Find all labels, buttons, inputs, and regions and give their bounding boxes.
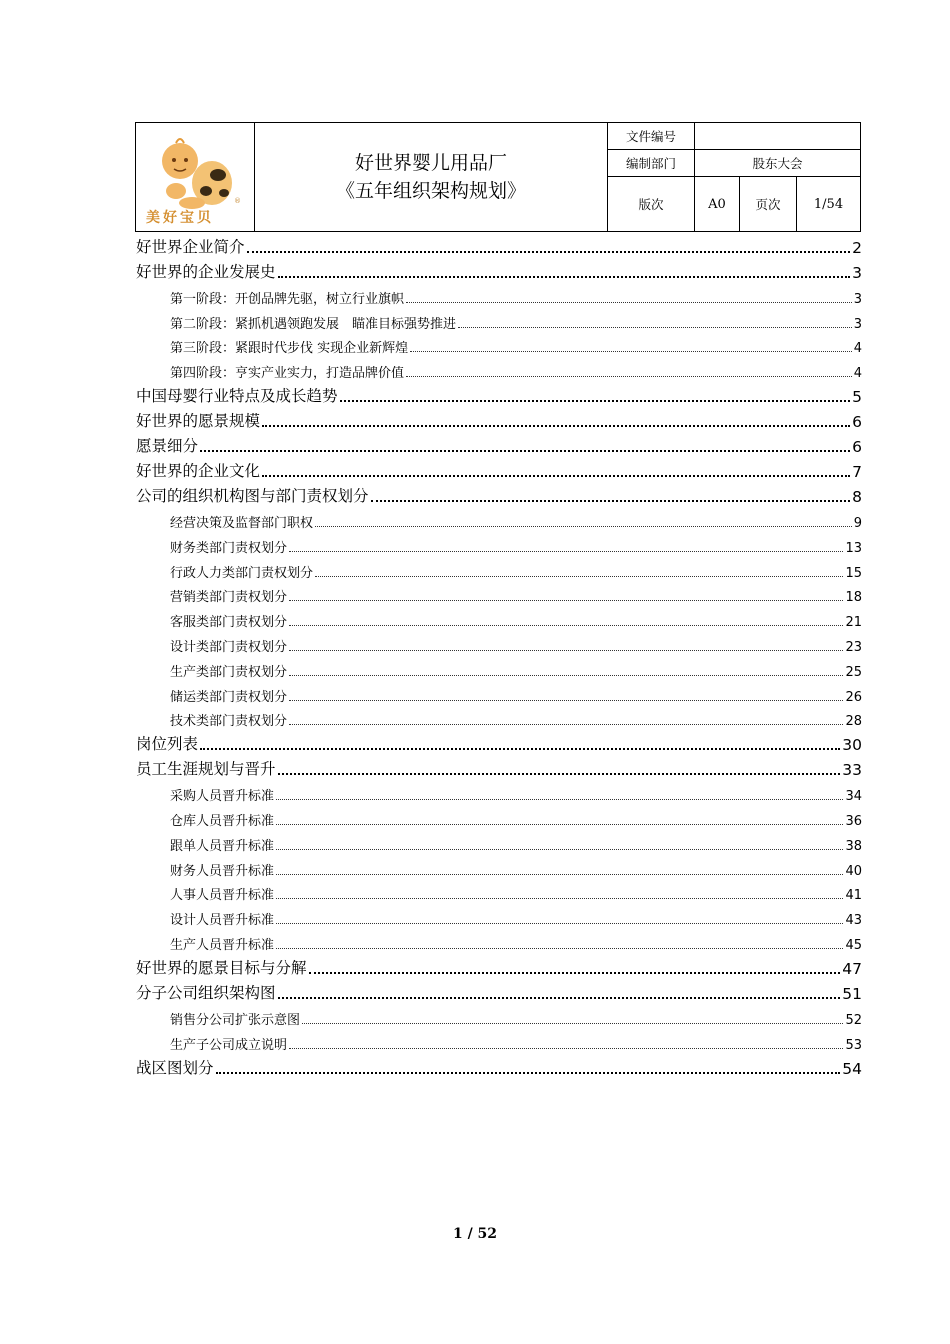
toc-entry-page: 7 — [852, 463, 862, 482]
toc-dot-leader — [278, 997, 841, 999]
toc-entry[interactable] — [136, 1006, 862, 1031]
toc-entry-page: 5 — [852, 388, 862, 407]
toc-dot-leader — [458, 327, 852, 328]
toc-entry-page: 15 — [845, 565, 862, 581]
toc-entry-title: 设计类部门责权划分 — [170, 639, 288, 655]
toc-entry-title: 营销类部门责权划分 — [170, 590, 288, 606]
file-number-value — [695, 123, 860, 149]
toc-dot-leader — [276, 874, 843, 875]
toc-entry[interactable] — [136, 683, 862, 708]
toc-entry[interactable] — [136, 584, 862, 609]
toc-dot-leader — [262, 475, 850, 477]
file-number-label: 文件编号 — [608, 123, 695, 149]
toc-entry-title: 分子公司组织架构图 — [136, 983, 276, 1002]
toc-entry-page: 38 — [845, 838, 862, 854]
toc-entry-title: 公司的组织机构图与部门责权划分 — [136, 487, 369, 506]
toc-entry-title: 生产类部门责权划分 — [170, 664, 288, 680]
toc-entry[interactable] — [136, 633, 862, 658]
toc-dot-leader — [289, 700, 843, 701]
toc-entry[interactable] — [136, 857, 862, 882]
toc-entry-title: 员工生涯规划与晋升 — [136, 760, 276, 779]
toc-entry-title: 好世界的愿景规模 — [136, 412, 261, 431]
toc-entry-title: 战区图划分 — [136, 1058, 214, 1077]
department-row — [608, 150, 860, 177]
toc-entry-title: 岗位列表 — [136, 735, 199, 754]
toc-entry-title: 设计人员晋升标准 — [170, 913, 275, 929]
document-title — [255, 123, 608, 231]
toc-entry-page: 54 — [842, 1059, 862, 1078]
toc-entry[interactable] — [136, 285, 862, 310]
toc-entry[interactable] — [136, 807, 862, 832]
toc-entry-title: 仓库人员晋升标准 — [170, 813, 275, 829]
toc-entry-page: 3 — [853, 291, 862, 307]
toc-entry[interactable] — [136, 782, 862, 807]
toc-dot-leader — [315, 526, 852, 527]
toc-entry-page: 3 — [853, 316, 862, 332]
toc-entry[interactable] — [136, 434, 862, 459]
toc-entry[interactable] — [136, 708, 862, 733]
toc-entry-page: 30 — [842, 736, 862, 755]
toc-entry-page: 6 — [852, 438, 862, 457]
company-logo — [136, 123, 255, 231]
toc-entry-page: 26 — [845, 689, 862, 705]
toc-entry-page: 8 — [852, 488, 862, 507]
page-value: 1/54 — [813, 196, 844, 212]
toc-dot-leader — [247, 251, 851, 253]
department-label: 编制部门 — [608, 150, 695, 176]
toc-entry-page: 43 — [845, 913, 862, 929]
toc-entry-title: 销售分公司扩张示意图 — [170, 1012, 301, 1028]
toc-entry-title: 好世界的愿景目标与分解 — [136, 958, 307, 977]
toc-entry-page: 36 — [845, 813, 862, 829]
toc-entry[interactable] — [136, 484, 862, 509]
toc-entry[interactable] — [136, 559, 862, 584]
toc-dot-leader — [340, 400, 851, 402]
toc-dot-leader — [289, 675, 843, 676]
toc-entry[interactable] — [136, 359, 862, 384]
toc-dot-leader — [289, 600, 843, 601]
toc-dot-leader — [276, 898, 843, 899]
logo-text: 美好宝贝 — [146, 210, 214, 226]
svg-text:®: ® — [234, 197, 241, 205]
toc-dot-leader — [289, 724, 843, 725]
toc-entry[interactable] — [136, 981, 862, 1006]
toc-entry-title: 财务人员晋升标准 — [170, 863, 275, 879]
version-label: 版次 — [608, 177, 695, 231]
toc-entry[interactable] — [136, 732, 862, 757]
toc-dot-leader — [315, 576, 843, 577]
toc-entry-page: 18 — [845, 590, 862, 606]
version-row — [608, 177, 860, 231]
toc-entry-title: 生产人员晋升标准 — [170, 937, 275, 953]
toc-dot-leader — [276, 948, 843, 949]
toc-entry[interactable] — [136, 409, 862, 434]
toc-entry-page: 25 — [845, 664, 862, 680]
toc-entry-page: 3 — [852, 264, 862, 282]
document-meta — [608, 123, 860, 231]
toc-entry-page: 28 — [845, 714, 862, 730]
toc-entry-page: 53 — [845, 1037, 862, 1053]
toc-entry-page: 51 — [842, 984, 862, 1003]
toc-entry[interactable] — [136, 335, 862, 360]
toc-entry[interactable] — [136, 384, 862, 409]
toc-dot-leader — [289, 650, 843, 651]
toc-entry[interactable] — [136, 509, 862, 534]
toc-entry[interactable] — [136, 882, 862, 907]
toc-entry-title: 好世界的企业文化 — [136, 462, 261, 481]
toc-entry-title: 愿景细分 — [136, 437, 199, 456]
document-header-table — [135, 122, 861, 232]
toc-entry-page: 2 — [852, 239, 862, 257]
toc-entry[interactable] — [136, 1031, 862, 1056]
toc-dot-leader — [216, 1072, 841, 1074]
toc-entry-page: 33 — [842, 761, 862, 780]
toc-dot-leader — [262, 425, 850, 427]
toc-entry-page: 21 — [845, 615, 862, 631]
toc-entry[interactable] — [136, 534, 862, 559]
toc-entry-page: 4 — [853, 366, 862, 382]
toc-entry-page: 23 — [845, 639, 862, 655]
toc-dot-leader — [276, 799, 843, 800]
toc-dot-leader — [276, 923, 843, 924]
toc-entry[interactable] — [136, 906, 862, 931]
toc-dot-leader — [276, 824, 843, 825]
toc-entry-title: 技术类部门责权划分 — [170, 714, 288, 730]
toc-entry-page: 13 — [845, 540, 862, 556]
toc-entry-page: 45 — [845, 937, 862, 953]
toc-entry[interactable] — [136, 832, 862, 857]
toc-entry-title: 中国母婴行业特点及成长趋势 — [136, 387, 338, 406]
toc-entry[interactable] — [136, 310, 862, 335]
file-number-row — [608, 123, 860, 150]
toc-dot-leader — [371, 500, 851, 502]
toc-entry[interactable] — [136, 260, 862, 285]
toc-entry-page: 47 — [842, 959, 862, 978]
toc-entry-title: 行政人力类部门责权划分 — [170, 565, 314, 581]
toc-entry[interactable] — [136, 608, 862, 633]
toc-entry-title: 采购人员晋升标准 — [170, 789, 275, 805]
toc-dot-leader — [289, 625, 843, 626]
toc-entry[interactable] — [136, 931, 862, 956]
toc-entry-title: 客服类部门责权划分 — [170, 615, 288, 631]
toc-entry[interactable] — [136, 956, 862, 981]
toc-dot-leader — [406, 376, 852, 377]
toc-entry-title: 人事人员晋升标准 — [170, 888, 275, 904]
toc-entry-title: 经营决策及监督部门职权 — [170, 515, 314, 531]
toc-entry-title: 第一阶段：开创品牌先驱，树立行业旗帜 — [170, 291, 405, 307]
toc-entry[interactable] — [136, 459, 862, 484]
toc-dot-leader — [406, 302, 852, 303]
toc-entry[interactable] — [136, 658, 862, 683]
toc-dot-leader — [276, 849, 843, 850]
toc-entry-page: 52 — [845, 1012, 862, 1028]
toc-entry-title: 好世界的企业发展史 — [136, 263, 276, 281]
toc-entry-page: 6 — [852, 413, 862, 432]
toc-dot-leader — [309, 972, 841, 974]
toc-dot-leader — [278, 276, 851, 278]
toc-entry-title: 储运类部门责权划分 — [170, 689, 288, 705]
toc-dot-leader — [289, 1048, 843, 1049]
toc-entry[interactable] — [136, 235, 862, 260]
toc-dot-leader — [200, 450, 850, 452]
toc-entry-title: 好世界企业简介 — [136, 238, 245, 256]
title-line-1: 好世界婴儿用品厂 — [354, 152, 507, 174]
title-line-2: 《五年组织架构规划》 — [335, 180, 526, 202]
toc-entry-title: 第四阶段：亨实产业实力，打造品牌价值 — [170, 366, 405, 382]
toc-entry-page: 4 — [853, 341, 862, 357]
toc-entry[interactable] — [136, 1056, 862, 1081]
toc-dot-leader — [410, 351, 852, 352]
toc-entry-title: 财务类部门责权划分 — [170, 540, 288, 556]
toc-dot-leader — [289, 551, 843, 552]
toc-entry-title: 第三阶段：紧跟时代步伐 实现企业新辉煌 — [170, 341, 409, 357]
toc-dot-leader — [302, 1023, 843, 1024]
toc-entry-page: 41 — [845, 888, 862, 904]
page-label: 页次 — [740, 177, 797, 231]
toc-entry-page: 9 — [853, 515, 862, 531]
toc-dot-leader — [200, 748, 840, 750]
toc-entry-page: 34 — [845, 789, 862, 805]
version-value: A0 — [695, 177, 740, 231]
toc-entry-title: 生产子公司成立说明 — [170, 1037, 288, 1053]
page-footer: 1 / 52 — [452, 1226, 498, 1242]
department-value: 股东大会 — [752, 156, 803, 171]
toc-entry-page: 40 — [845, 863, 862, 879]
toc-entry-title: 第二阶段：紧抓机遇领跑发展 瞄准目标强势推进 — [170, 316, 457, 332]
toc-entry-title: 跟单人员晋升标准 — [170, 838, 275, 854]
table-of-contents — [136, 235, 862, 1081]
toc-dot-leader — [278, 773, 841, 775]
toc-entry[interactable] — [136, 757, 862, 782]
